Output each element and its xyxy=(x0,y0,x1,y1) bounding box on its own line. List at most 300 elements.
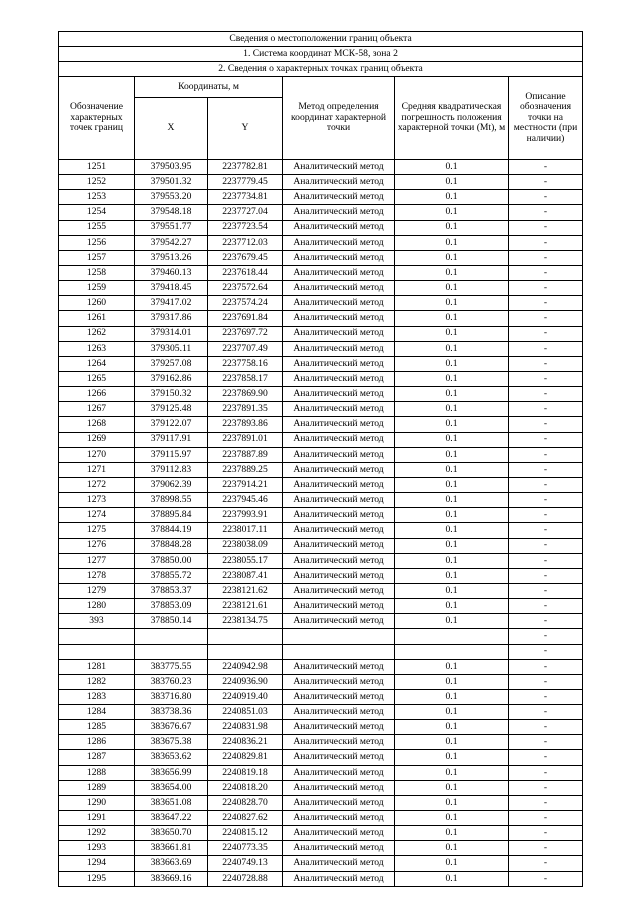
method-cell: Аналитический метод xyxy=(283,538,395,553)
method-cell: Аналитический метод xyxy=(283,356,395,371)
x-coordinate-cell: 378853.37 xyxy=(135,583,208,598)
point-id-cell: 1262 xyxy=(59,326,135,341)
description-cell: - xyxy=(509,644,583,659)
error-cell: 0.1 xyxy=(395,826,509,841)
table-row xyxy=(59,356,583,371)
x-coordinate-cell: 378850.14 xyxy=(135,614,208,629)
method-cell: Аналитический метод xyxy=(283,508,395,523)
y-coordinate-cell: 2240851.03 xyxy=(208,705,283,720)
description-cell: - xyxy=(509,659,583,674)
point-id-cell: 1252 xyxy=(59,175,135,190)
method-cell: Аналитический метод xyxy=(283,190,395,205)
error-cell: 0.1 xyxy=(395,856,509,871)
x-coordinate-cell: 383663.69 xyxy=(135,856,208,871)
coordinates-header: Координаты, м xyxy=(135,77,283,98)
description-cell: - xyxy=(509,493,583,508)
method-cell: Аналитический метод xyxy=(283,856,395,871)
error-cell: 0.1 xyxy=(395,250,509,265)
table-row xyxy=(59,387,583,402)
description-cell: - xyxy=(509,508,583,523)
section-banner: 2. Сведения о характерных точках границ объекта xyxy=(59,62,583,77)
error-cell: 0.1 xyxy=(395,553,509,568)
x-coordinate-cell: 378844.19 xyxy=(135,523,208,538)
boundary-points-sheet xyxy=(58,31,582,887)
table-row xyxy=(59,175,583,190)
error-cell: 0.1 xyxy=(395,447,509,462)
error-cell: 0.1 xyxy=(395,674,509,689)
point-id-cell: 1253 xyxy=(59,190,135,205)
table-row xyxy=(59,205,583,220)
table-row xyxy=(59,780,583,795)
table-row xyxy=(59,841,583,856)
x-coordinate-cell: 378998.55 xyxy=(135,493,208,508)
x-coordinate-cell: 383654.00 xyxy=(135,780,208,795)
description-cell: - xyxy=(509,235,583,250)
point-id-cell: 1283 xyxy=(59,689,135,704)
y-coordinate-cell: 2240828.70 xyxy=(208,795,283,810)
method-cell: Аналитический метод xyxy=(283,175,395,190)
point-id-cell: 1275 xyxy=(59,523,135,538)
y-coordinate-cell: 2237893.86 xyxy=(208,417,283,432)
error-cell: 0.1 xyxy=(395,871,509,886)
description-cell: - xyxy=(509,750,583,765)
point-id-cell: 1260 xyxy=(59,296,135,311)
error-header: Средняя квадратическая погрешность положения характерной точки (Mt), м xyxy=(395,77,509,160)
y-coordinate-cell: 2237858.17 xyxy=(208,371,283,386)
y-coordinate-cell: 2237574.24 xyxy=(208,296,283,311)
point-id-cell: 1278 xyxy=(59,568,135,583)
y-coordinate-cell: 2240749.13 xyxy=(208,856,283,871)
boundary-points-table xyxy=(58,31,583,887)
x-coordinate-cell: 379460.13 xyxy=(135,265,208,280)
point-id-cell: 1265 xyxy=(59,371,135,386)
error-cell: 0.1 xyxy=(395,190,509,205)
point-id-cell xyxy=(59,644,135,659)
point-id-cell: 1289 xyxy=(59,780,135,795)
x-coordinate-cell: 378895.84 xyxy=(135,508,208,523)
point-id-cell: 1256 xyxy=(59,235,135,250)
table-row xyxy=(59,689,583,704)
banner-row xyxy=(59,32,583,47)
method-cell: Аналитический метод xyxy=(283,205,395,220)
y-coordinate-cell xyxy=(208,629,283,644)
x-coordinate-cell: 379305.11 xyxy=(135,341,208,356)
point-id-cell: 1273 xyxy=(59,493,135,508)
description-cell: - xyxy=(509,296,583,311)
description-cell: - xyxy=(509,250,583,265)
x-coordinate-cell: 379150.32 xyxy=(135,387,208,402)
point-id-cell xyxy=(59,629,135,644)
description-cell: - xyxy=(509,432,583,447)
x-coordinate-cell: 379122.07 xyxy=(135,417,208,432)
x-coordinate-cell: 379417.02 xyxy=(135,296,208,311)
point-id-cell: 1279 xyxy=(59,583,135,598)
description-cell: - xyxy=(509,871,583,886)
method-cell: Аналитический метод xyxy=(283,371,395,386)
point-id-cell: 1288 xyxy=(59,765,135,780)
table-row xyxy=(59,659,583,674)
error-cell: 0.1 xyxy=(395,689,509,704)
method-cell: Аналитический метод xyxy=(283,780,395,795)
x-coordinate-cell: 383647.22 xyxy=(135,811,208,826)
y-coordinate-cell: 2240919.40 xyxy=(208,689,283,704)
x-header: X xyxy=(135,98,208,160)
description-cell: - xyxy=(509,583,583,598)
point-id-cell: 1251 xyxy=(59,160,135,175)
y-coordinate-cell: 2237697.72 xyxy=(208,326,283,341)
error-cell: 0.1 xyxy=(395,841,509,856)
method-cell: Аналитический метод xyxy=(283,765,395,780)
y-coordinate-cell: 2237782.81 xyxy=(208,160,283,175)
y-coordinate-cell: 2237712.03 xyxy=(208,235,283,250)
x-coordinate-cell: 383738.36 xyxy=(135,705,208,720)
table-row xyxy=(59,811,583,826)
point-id-cell: 1274 xyxy=(59,508,135,523)
description-cell: - xyxy=(509,765,583,780)
description-cell: - xyxy=(509,705,583,720)
x-coordinate-cell: 383656.99 xyxy=(135,765,208,780)
x-coordinate-cell: 379501.32 xyxy=(135,175,208,190)
point-id-cell: 1258 xyxy=(59,265,135,280)
method-cell: Аналитический метод xyxy=(283,720,395,735)
table-row xyxy=(59,493,583,508)
point-id-cell: 1277 xyxy=(59,553,135,568)
table-row xyxy=(59,735,583,750)
table-row xyxy=(59,629,583,644)
error-cell: 0.1 xyxy=(395,220,509,235)
table-row xyxy=(59,160,583,175)
table-row xyxy=(59,599,583,614)
method-cell: Аналитический метод xyxy=(283,432,395,447)
error-cell: 0.1 xyxy=(395,432,509,447)
error-cell: 0.1 xyxy=(395,326,509,341)
x-coordinate-cell: 383651.08 xyxy=(135,795,208,810)
y-coordinate-cell: 2237887.89 xyxy=(208,447,283,462)
error-cell: 0.1 xyxy=(395,235,509,250)
table-row xyxy=(59,190,583,205)
y-coordinate-cell: 2237707.49 xyxy=(208,341,283,356)
x-coordinate-cell xyxy=(135,644,208,659)
x-coordinate-cell: 383661.81 xyxy=(135,841,208,856)
point-id-cell: 1269 xyxy=(59,432,135,447)
column-header-row xyxy=(59,77,583,98)
error-cell: 0.1 xyxy=(395,175,509,190)
description-cell: - xyxy=(509,523,583,538)
x-coordinate-cell: 379548.18 xyxy=(135,205,208,220)
point-id-cell: 1254 xyxy=(59,205,135,220)
x-coordinate-cell: 379112.83 xyxy=(135,462,208,477)
y-coordinate-cell: 2240773.35 xyxy=(208,841,283,856)
x-coordinate-cell: 379418.45 xyxy=(135,281,208,296)
table-row xyxy=(59,235,583,250)
description-cell: - xyxy=(509,265,583,280)
y-coordinate-cell: 2240829.81 xyxy=(208,750,283,765)
y-coordinate-cell: 2237889.25 xyxy=(208,462,283,477)
y-coordinate-cell: 2237891.01 xyxy=(208,432,283,447)
method-cell: Аналитический метод xyxy=(283,387,395,402)
x-coordinate-cell: 383775.55 xyxy=(135,659,208,674)
method-cell: Аналитический метод xyxy=(283,568,395,583)
method-cell: Аналитический метод xyxy=(283,599,395,614)
point-id-cell: 1291 xyxy=(59,811,135,826)
error-cell: 0.1 xyxy=(395,705,509,720)
table-row xyxy=(59,432,583,447)
x-coordinate-cell: 378855.72 xyxy=(135,568,208,583)
y-coordinate-cell: 2237679.45 xyxy=(208,250,283,265)
y-coordinate-cell: 2237993.91 xyxy=(208,508,283,523)
table-row xyxy=(59,523,583,538)
y-coordinate-cell: 2240728.88 xyxy=(208,871,283,886)
description-cell: - xyxy=(509,689,583,704)
y-coordinate-cell: 2240942.98 xyxy=(208,659,283,674)
table-row xyxy=(59,750,583,765)
error-cell: 0.1 xyxy=(395,311,509,326)
description-cell: - xyxy=(509,826,583,841)
error-cell: 0.1 xyxy=(395,341,509,356)
x-coordinate-cell: 379162.86 xyxy=(135,371,208,386)
description-cell: - xyxy=(509,387,583,402)
error-cell: 0.1 xyxy=(395,720,509,735)
method-cell: Аналитический метод xyxy=(283,689,395,704)
error-cell: 0.1 xyxy=(395,387,509,402)
error-cell: 0.1 xyxy=(395,281,509,296)
error-cell: 0.1 xyxy=(395,659,509,674)
method-cell: Аналитический метод xyxy=(283,311,395,326)
method-cell: Аналитический метод xyxy=(283,705,395,720)
method-cell: Аналитический метод xyxy=(283,477,395,492)
description-cell: - xyxy=(509,160,583,175)
table-row xyxy=(59,871,583,886)
point-id-cell: 1266 xyxy=(59,387,135,402)
method-cell: Аналитический метод xyxy=(283,659,395,674)
method-cell: Аналитический метод xyxy=(283,281,395,296)
method-cell: Аналитический метод xyxy=(283,871,395,886)
table-row xyxy=(59,614,583,629)
x-coordinate-cell: 379513.26 xyxy=(135,250,208,265)
method-cell: Аналитический метод xyxy=(283,811,395,826)
error-cell: 0.1 xyxy=(395,160,509,175)
method-header: Метод определения координат характерной точки xyxy=(283,77,395,160)
table-row xyxy=(59,583,583,598)
x-coordinate-cell: 383650.70 xyxy=(135,826,208,841)
method-cell: Аналитический метод xyxy=(283,523,395,538)
y-coordinate-cell: 2237572.64 xyxy=(208,281,283,296)
method-cell: Аналитический метод xyxy=(283,826,395,841)
description-cell: - xyxy=(509,614,583,629)
description-cell: - xyxy=(509,735,583,750)
table-row xyxy=(59,674,583,689)
y-coordinate-cell: 2240836.21 xyxy=(208,735,283,750)
x-coordinate-cell: 379117.91 xyxy=(135,432,208,447)
error-cell: 0.1 xyxy=(395,356,509,371)
y-coordinate-cell: 2238121.61 xyxy=(208,599,283,614)
description-cell: - xyxy=(509,856,583,871)
table-row xyxy=(59,341,583,356)
description-cell: - xyxy=(509,568,583,583)
description-cell: - xyxy=(509,599,583,614)
table-row xyxy=(59,311,583,326)
method-cell: Аналитический метод xyxy=(283,326,395,341)
description-cell: - xyxy=(509,326,583,341)
error-cell: 0.1 xyxy=(395,296,509,311)
error-cell xyxy=(395,644,509,659)
y-coordinate-cell: 2240827.62 xyxy=(208,811,283,826)
description-cell: - xyxy=(509,371,583,386)
y-coordinate-cell: 2240819.18 xyxy=(208,765,283,780)
x-coordinate-cell: 379317.86 xyxy=(135,311,208,326)
x-coordinate-cell: 379314.01 xyxy=(135,326,208,341)
error-cell: 0.1 xyxy=(395,735,509,750)
point-id-cell: 1268 xyxy=(59,417,135,432)
error-cell: 0.1 xyxy=(395,477,509,492)
y-coordinate-cell: 2238017.11 xyxy=(208,523,283,538)
y-coordinate-cell: 2237779.45 xyxy=(208,175,283,190)
method-cell: Аналитический метод xyxy=(283,250,395,265)
y-coordinate-cell: 2238038.09 xyxy=(208,538,283,553)
table-row xyxy=(59,720,583,735)
table-row xyxy=(59,417,583,432)
banner-row xyxy=(59,62,583,77)
banner-row xyxy=(59,47,583,62)
error-cell: 0.1 xyxy=(395,265,509,280)
error-cell: 0.1 xyxy=(395,750,509,765)
point-id-cell: 1294 xyxy=(59,856,135,871)
method-cell: Аналитический метод xyxy=(283,493,395,508)
point-id-cell: 1264 xyxy=(59,356,135,371)
table-row xyxy=(59,765,583,780)
point-id-cell: 1259 xyxy=(59,281,135,296)
error-cell xyxy=(395,629,509,644)
table-row xyxy=(59,265,583,280)
method-cell: Аналитический метод xyxy=(283,341,395,356)
method-cell: Аналитический метод xyxy=(283,583,395,598)
description-cell: - xyxy=(509,281,583,296)
y-header: Y xyxy=(208,98,283,160)
y-coordinate-cell: 2237758.16 xyxy=(208,356,283,371)
method-cell: Аналитический метод xyxy=(283,553,395,568)
y-coordinate-cell: 2237914.21 xyxy=(208,477,283,492)
point-id-cell: 393 xyxy=(59,614,135,629)
description-cell: - xyxy=(509,538,583,553)
method-cell: Аналитический метод xyxy=(283,795,395,810)
point-id-cell: 1282 xyxy=(59,674,135,689)
description-cell: - xyxy=(509,341,583,356)
y-coordinate-cell xyxy=(208,644,283,659)
method-cell xyxy=(283,629,395,644)
x-coordinate-cell: 379115.97 xyxy=(135,447,208,462)
method-cell: Аналитический метод xyxy=(283,296,395,311)
description-cell: - xyxy=(509,795,583,810)
point-id-cell: 1285 xyxy=(59,720,135,735)
method-cell: Аналитический метод xyxy=(283,735,395,750)
point-id-cell: 1292 xyxy=(59,826,135,841)
x-coordinate-cell: 379542.27 xyxy=(135,235,208,250)
method-cell: Аналитический метод xyxy=(283,614,395,629)
y-coordinate-cell: 2237727.04 xyxy=(208,205,283,220)
y-coordinate-cell: 2238121.62 xyxy=(208,583,283,598)
description-cell: - xyxy=(509,417,583,432)
point-id-cell: 1295 xyxy=(59,871,135,886)
x-coordinate-cell: 379553.20 xyxy=(135,190,208,205)
method-cell: Аналитический метод xyxy=(283,447,395,462)
error-cell: 0.1 xyxy=(395,417,509,432)
method-cell: Аналитический метод xyxy=(283,841,395,856)
error-cell: 0.1 xyxy=(395,402,509,417)
table-row xyxy=(59,371,583,386)
y-coordinate-cell: 2240815.12 xyxy=(208,826,283,841)
error-cell: 0.1 xyxy=(395,811,509,826)
point-id-cell: 1270 xyxy=(59,447,135,462)
method-cell: Аналитический метод xyxy=(283,402,395,417)
point-id-cell: 1293 xyxy=(59,841,135,856)
point-id-cell: 1261 xyxy=(59,311,135,326)
error-cell: 0.1 xyxy=(395,568,509,583)
description-cell: - xyxy=(509,402,583,417)
description-cell: - xyxy=(509,311,583,326)
point-id-cell: 1284 xyxy=(59,705,135,720)
error-cell: 0.1 xyxy=(395,538,509,553)
table-row xyxy=(59,826,583,841)
y-coordinate-cell: 2238055.17 xyxy=(208,553,283,568)
description-cell: - xyxy=(509,629,583,644)
method-cell: Аналитический метод xyxy=(283,235,395,250)
y-coordinate-cell: 2237945.46 xyxy=(208,493,283,508)
x-coordinate-cell: 379551.77 xyxy=(135,220,208,235)
method-cell: Аналитический метод xyxy=(283,674,395,689)
table-row xyxy=(59,795,583,810)
method-cell: Аналитический метод xyxy=(283,160,395,175)
x-coordinate-cell: 383675.38 xyxy=(135,735,208,750)
table-row xyxy=(59,326,583,341)
table-row xyxy=(59,447,583,462)
error-cell: 0.1 xyxy=(395,371,509,386)
description-cell: - xyxy=(509,447,583,462)
table-row xyxy=(59,462,583,477)
error-cell: 0.1 xyxy=(395,583,509,598)
point-id-cell: 1287 xyxy=(59,750,135,765)
y-coordinate-cell: 2237734.81 xyxy=(208,190,283,205)
point-id-cell: 1267 xyxy=(59,402,135,417)
x-coordinate-cell: 378853.09 xyxy=(135,599,208,614)
x-coordinate-cell: 383676.67 xyxy=(135,720,208,735)
x-coordinate-cell: 383760.23 xyxy=(135,674,208,689)
point-id-cell: 1286 xyxy=(59,735,135,750)
table-row xyxy=(59,220,583,235)
error-cell: 0.1 xyxy=(395,780,509,795)
error-cell: 0.1 xyxy=(395,508,509,523)
table-body xyxy=(59,160,583,887)
x-coordinate-cell xyxy=(135,629,208,644)
description-header: Описание обозначения точки на местности (при наличии) xyxy=(509,77,583,160)
method-cell: Аналитический метод xyxy=(283,462,395,477)
x-coordinate-cell: 378850.00 xyxy=(135,553,208,568)
banner-title: Сведения о местоположении границ объекта xyxy=(59,32,583,47)
description-cell: - xyxy=(509,220,583,235)
x-coordinate-cell: 379125.48 xyxy=(135,402,208,417)
method-cell: Аналитический метод xyxy=(283,750,395,765)
description-cell: - xyxy=(509,462,583,477)
error-cell: 0.1 xyxy=(395,205,509,220)
coordinate-system-banner: 1. Система координат МСК-58, зона 2 xyxy=(59,47,583,62)
description-cell: - xyxy=(509,356,583,371)
x-coordinate-cell: 379257.08 xyxy=(135,356,208,371)
point-id-cell: 1276 xyxy=(59,538,135,553)
x-coordinate-cell: 383716.80 xyxy=(135,689,208,704)
table-row xyxy=(59,250,583,265)
table-row xyxy=(59,296,583,311)
point-id-cell: 1280 xyxy=(59,599,135,614)
x-coordinate-cell: 383653.62 xyxy=(135,750,208,765)
